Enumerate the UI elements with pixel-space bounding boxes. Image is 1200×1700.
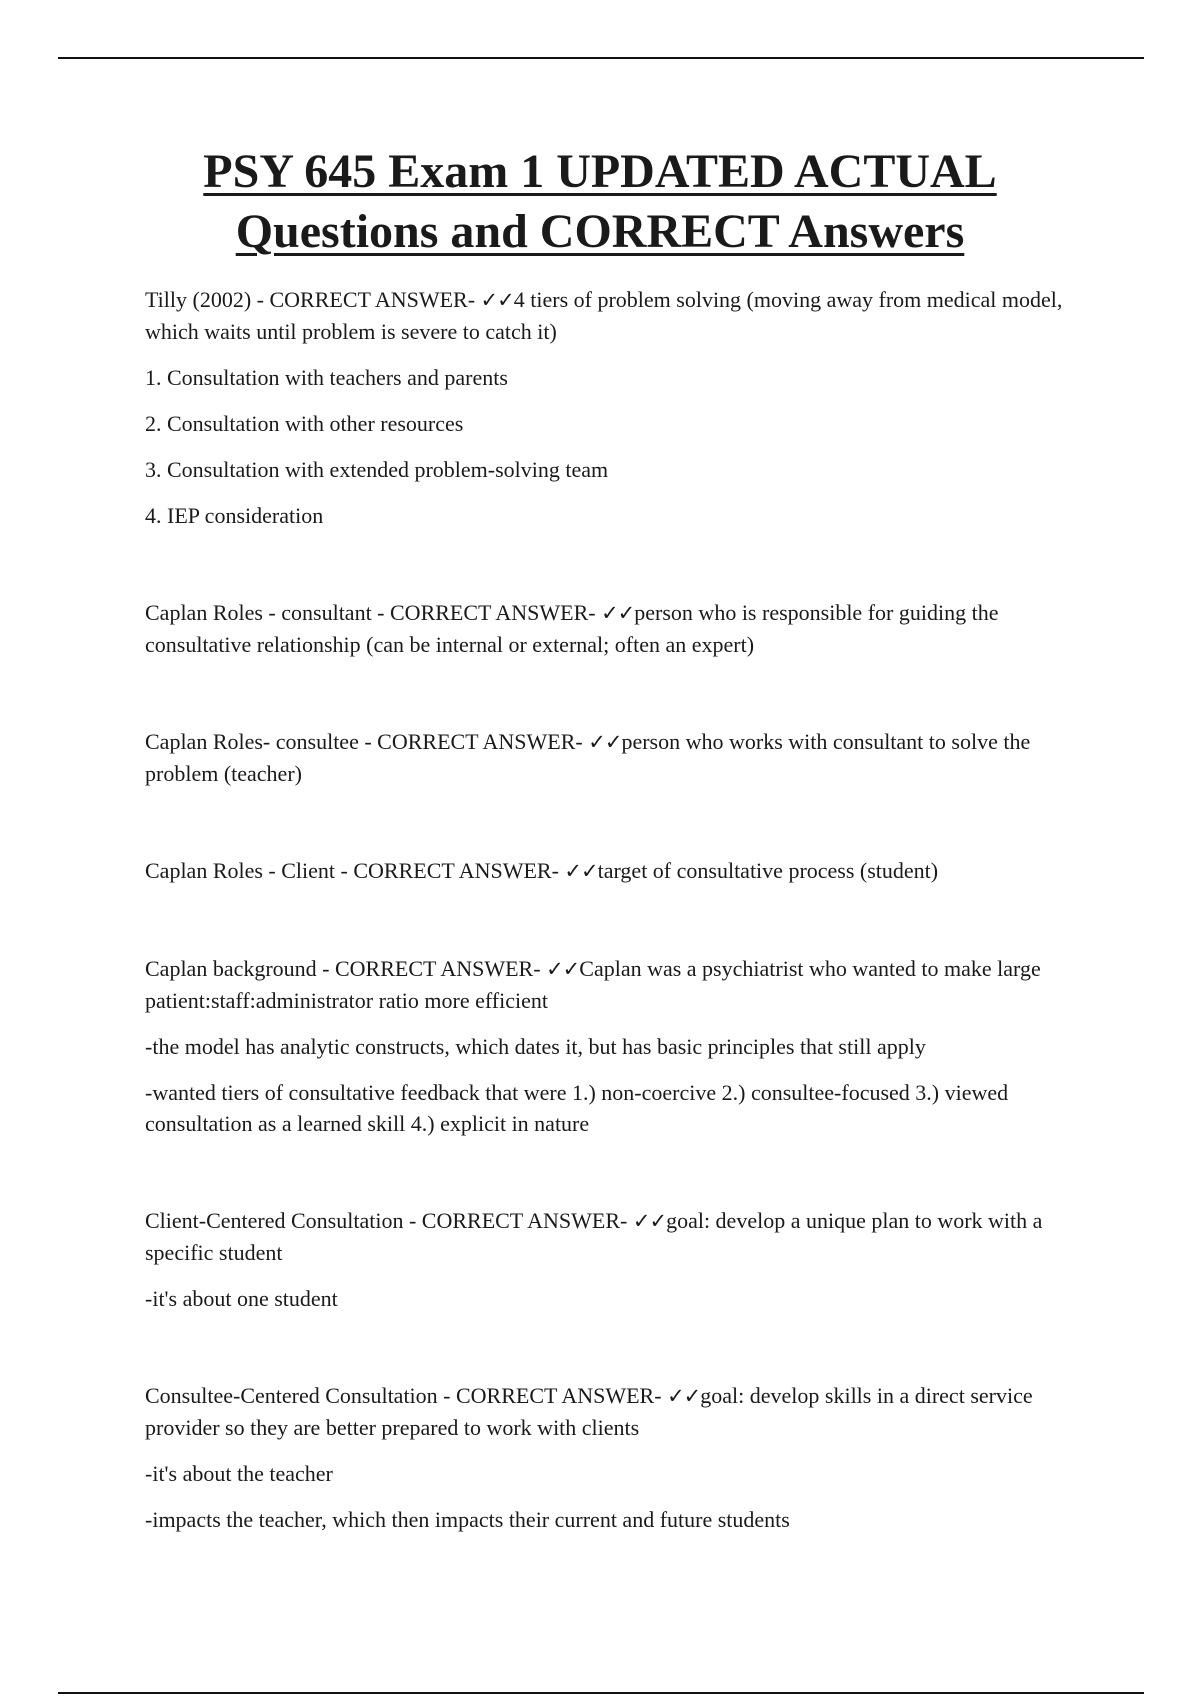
qa-question-line [145,726,1080,789]
qa-entry [145,284,1080,531]
qa-question-line [145,284,1080,347]
qa-term: Tilly (2002) - CORRECT ANSWER- [145,287,481,312]
qa-note: -impacts the teacher, which then impacts their current and future students [145,1507,790,1532]
double-check-icon: ✓✓ [632,1209,667,1233]
qa-entry [145,855,1080,887]
qa-entry [145,1205,1080,1314]
qa-note: -the model has analytic constructs, which dates it, but has basic principles that still apply [145,1034,926,1059]
qa-term: Caplan background - CORRECT ANSWER- [145,956,547,981]
qa-question-line [145,597,1080,660]
qa-note: 1. Consultation with teachers and parents [145,365,508,390]
qa-note: 2. Consultation with other resources [145,411,464,436]
qa-term: Caplan Roles- consultee - CORRECT ANSWER- [145,729,589,754]
qa-list [145,284,1080,1535]
qa-answer: target of consultative process (student) [597,858,939,883]
qa-note: 3. Consultation with extended problem-solving team [145,457,609,482]
qa-question-line [145,953,1080,1016]
qa-entry [145,726,1080,789]
qa-term: Caplan Roles - Client - CORRECT ANSWER- [145,858,565,883]
footer-rule [58,1692,1144,1694]
qa-question-line [145,1205,1080,1268]
document-title [0,142,1200,262]
double-check-icon: ✓✓ [601,601,635,625]
qa-entry [145,953,1080,1139]
double-check-icon: ✓✓ [480,288,514,312]
qa-answer: 4 tiers of problem solving (moving away from medical model, which waits until problem is severe to catch it) [145,287,1063,344]
qa-answer: Caplan was a psychiatrist who wanted to make large patient:staff:administrator ratio more efficient [145,956,1041,1013]
qa-term: Client-Centered Consultation - CORRECT ANSWER- [145,1208,633,1233]
qa-question-line [145,855,1080,887]
qa-answer: person who is responsible for guiding the consultative relationship (can be internal or external; often an expert) [145,600,999,657]
title-line-2: Questions and CORRECT Answers [235,205,965,258]
qa-answer: goal: develop a unique plan to work with a specific student [145,1208,1043,1265]
double-check-icon: ✓✓ [667,1384,701,1408]
qa-term: Consultee-Centered Consultation - CORRECT ANSWER- [145,1383,668,1408]
title-line-1: PSY 645 Exam 1 UPDATED ACTUAL [203,145,997,198]
double-check-icon: ✓✓ [546,957,580,981]
double-check-icon: ✓✓ [564,859,598,883]
qa-answer: person who works with consultant to solve the problem (teacher) [145,729,1031,786]
qa-entry [145,597,1080,660]
header-rule [58,57,1144,59]
qa-answer: goal: develop skills in a direct service provider so they are better prepared to work with clients [145,1383,1033,1440]
qa-term: Caplan Roles - consultant - CORRECT ANSWER- [145,600,602,625]
double-check-icon: ✓✓ [588,730,622,754]
qa-note: -wanted tiers of consultative feedback that were 1.) non-coercive 2.) consultee-focused 3.) viewed consultation as a learned skill 4.) explicit in nature [145,1080,1009,1136]
qa-question-line [145,1380,1080,1443]
qa-entry [145,1380,1080,1535]
qa-note: 4. IEP consideration [145,503,324,528]
qa-note: -it's about the teacher [145,1461,333,1486]
qa-note: -it's about one student [145,1286,338,1311]
